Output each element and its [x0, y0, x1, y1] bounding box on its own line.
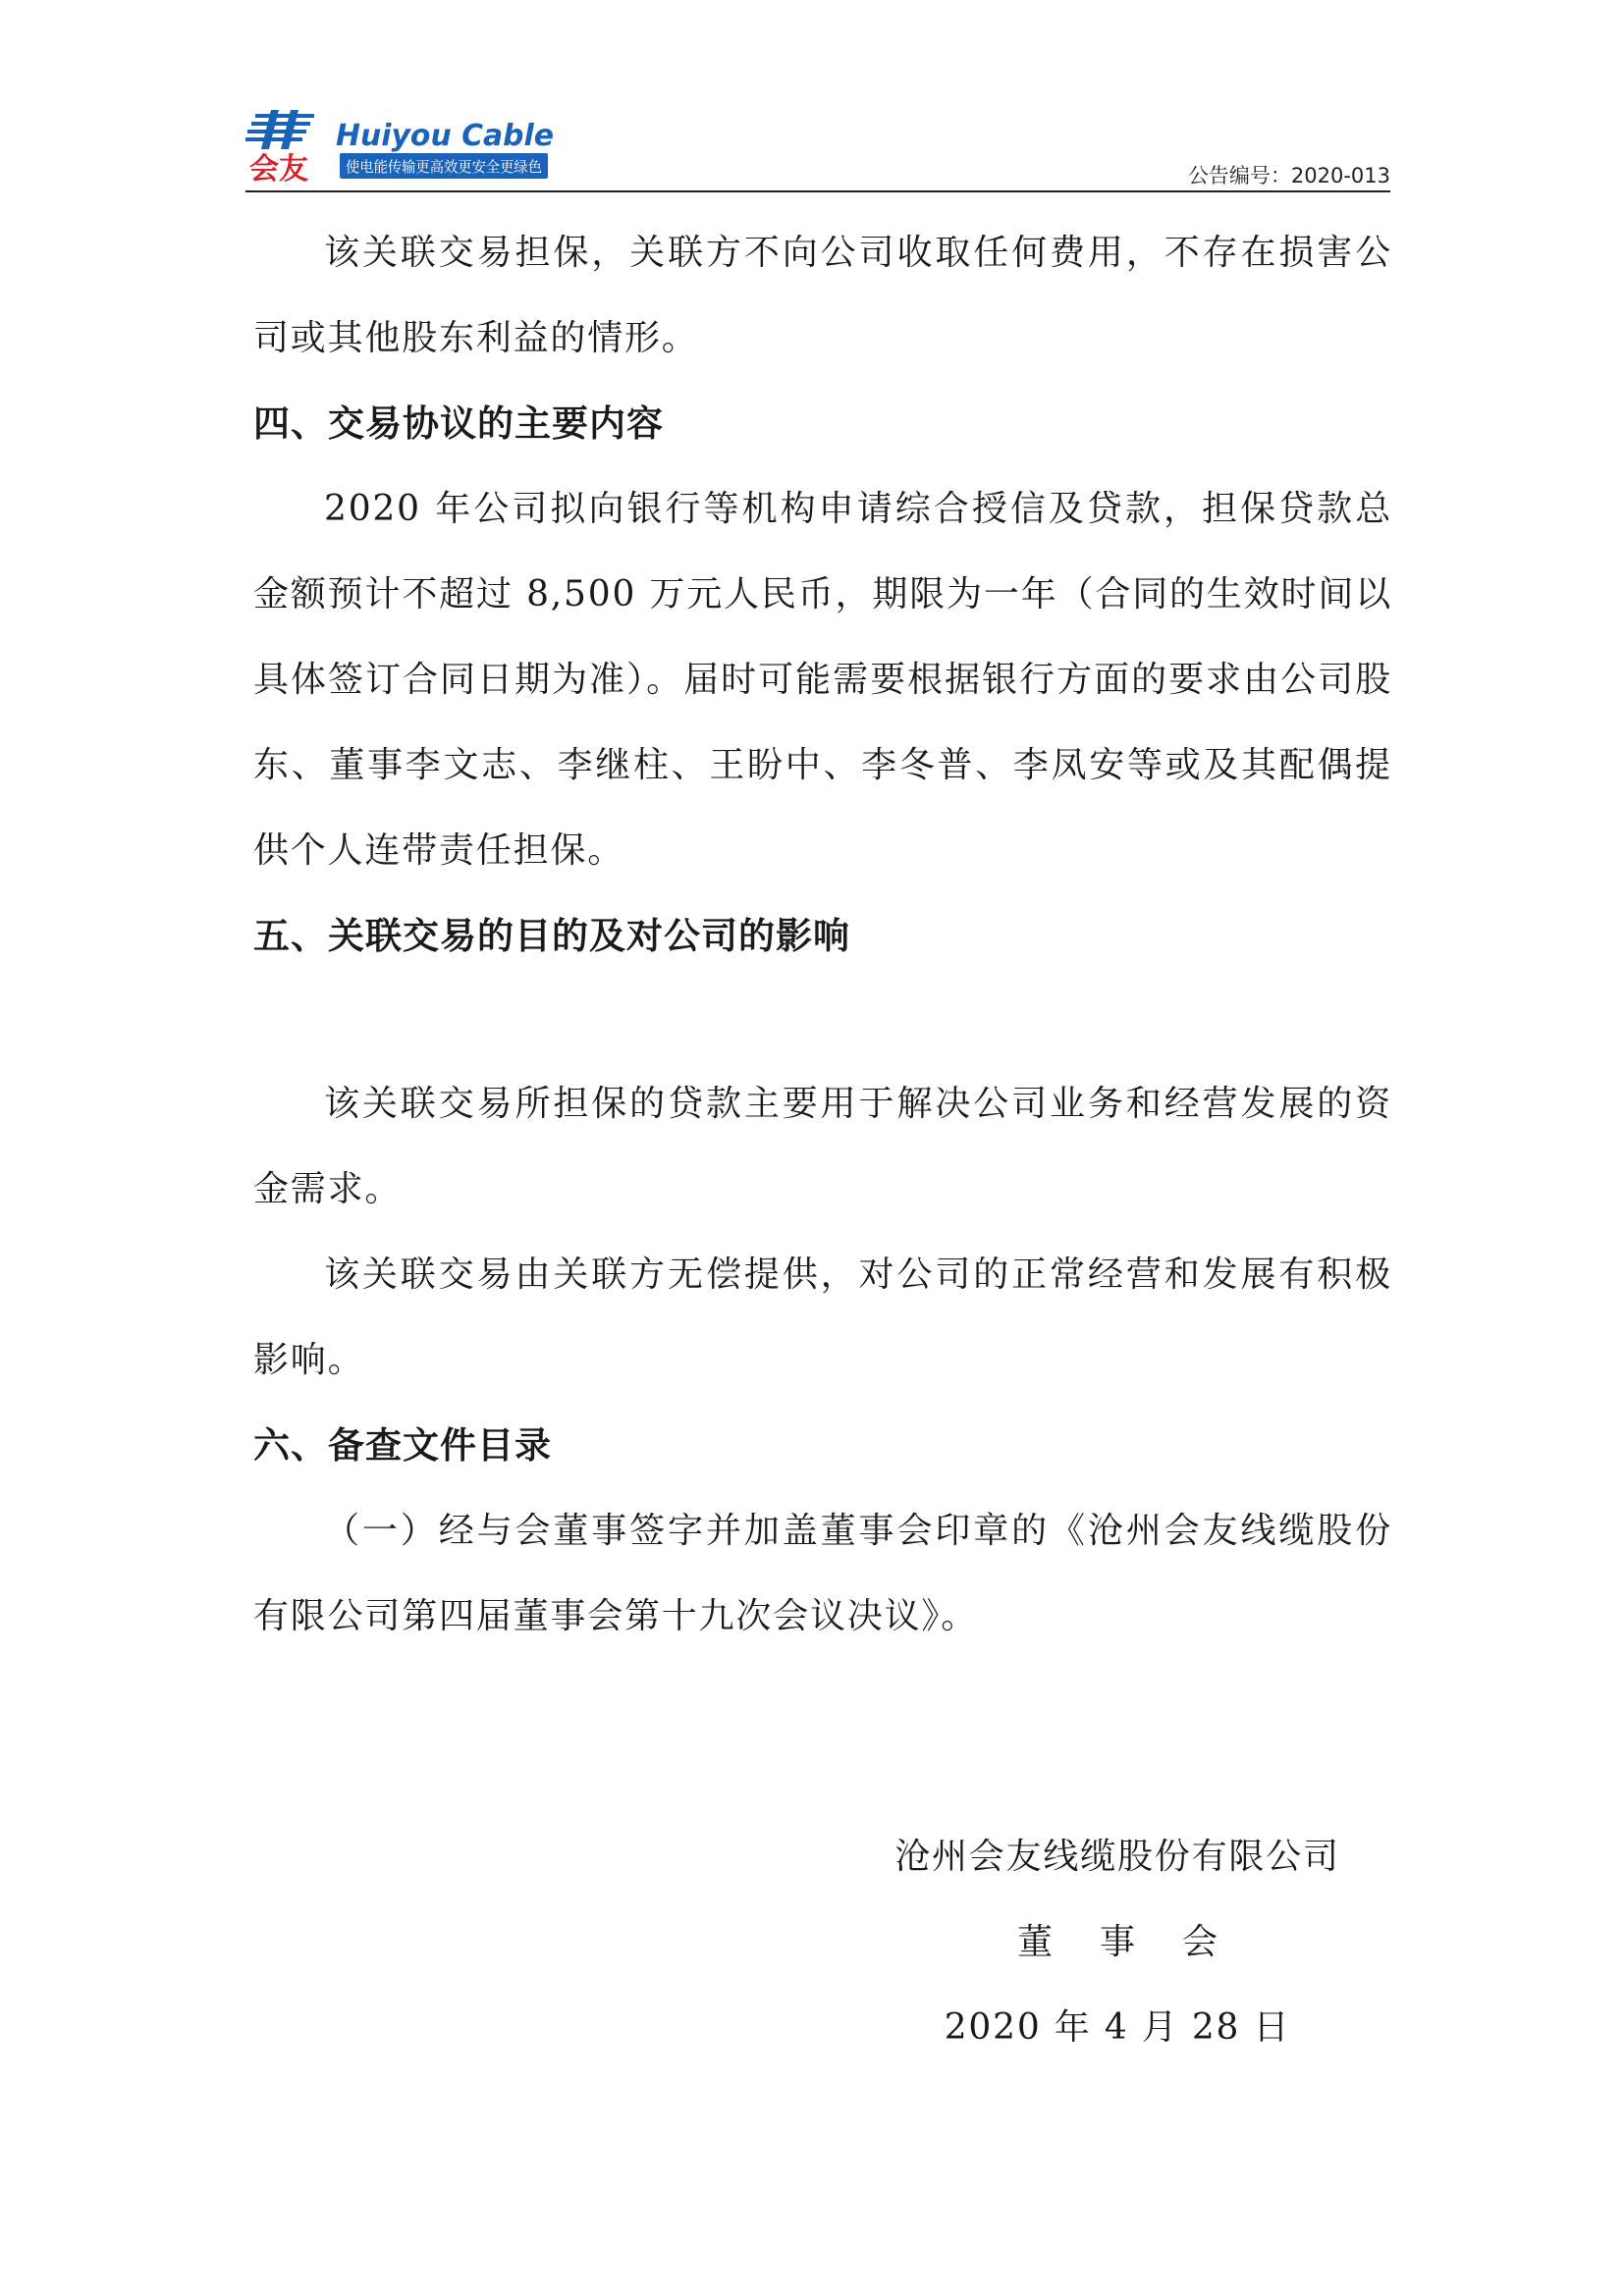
logo-mark [245, 110, 314, 149]
logo-slogan-text: 使电能传输更高效更安全更绿色 [346, 158, 542, 176]
document-body [253, 210, 1392, 1659]
spacer [253, 979, 1392, 1061]
signature-block [842, 1814, 1392, 2070]
section-heading-5: 五、关联交易的目的及对公司的影响 [253, 915, 850, 957]
paragraph-documents: （一）经与会董事签字并加盖董事会印章的《沧州会友线缆股份有限公司第四届董事会第十九次会议决议》。 [253, 1511, 1392, 1636]
section-heading-4: 四、交易协议的主要内容 [253, 402, 664, 445]
signature-date: 2020 年 4 月 28 日 [944, 2007, 1291, 2048]
paragraph-agreement-content: 2020 年公司拟向银行等机构申请综合授信及贷款，担保贷款总金额预计不超过 8,500 万元人民币，期限为一年（合同的生效时间以具体签订合同日期为准）。届时可能需要根据银行方面的要求由公司股东、董事李文志、李继柱、王盼中、李冬普、李凤安等或及其配偶提供个人连带责任担保。 [253, 489, 1392, 871]
signature-board: 董事会 [1016, 1922, 1265, 1962]
header-divider [245, 190, 1390, 192]
section-heading-6: 六、备查文件目录 [253, 1424, 552, 1467]
paragraph-guarantee-fee: 该关联交易担保，关联方不向公司收取任何费用，不存在损害公司或其他股东利益的情形。 [253, 233, 1392, 358]
announcement-number: 公告编号：2020-013 [1187, 164, 1390, 187]
logo-en-text: Huiyou Cable [336, 119, 554, 153]
paragraph-impact: 该关联交易由关联方无偿提供，对公司的正常经营和发展有积极影响。 [253, 1255, 1392, 1380]
signature-company: 沧州会友线缆股份有限公司 [894, 1837, 1340, 1877]
company-logo [245, 108, 560, 185]
logo-cn-text: 会友 [249, 152, 308, 185]
paragraph-purpose: 该关联交易所担保的贷款主要用于解决公司业务和经营发展的资金需求。 [253, 1084, 1392, 1209]
